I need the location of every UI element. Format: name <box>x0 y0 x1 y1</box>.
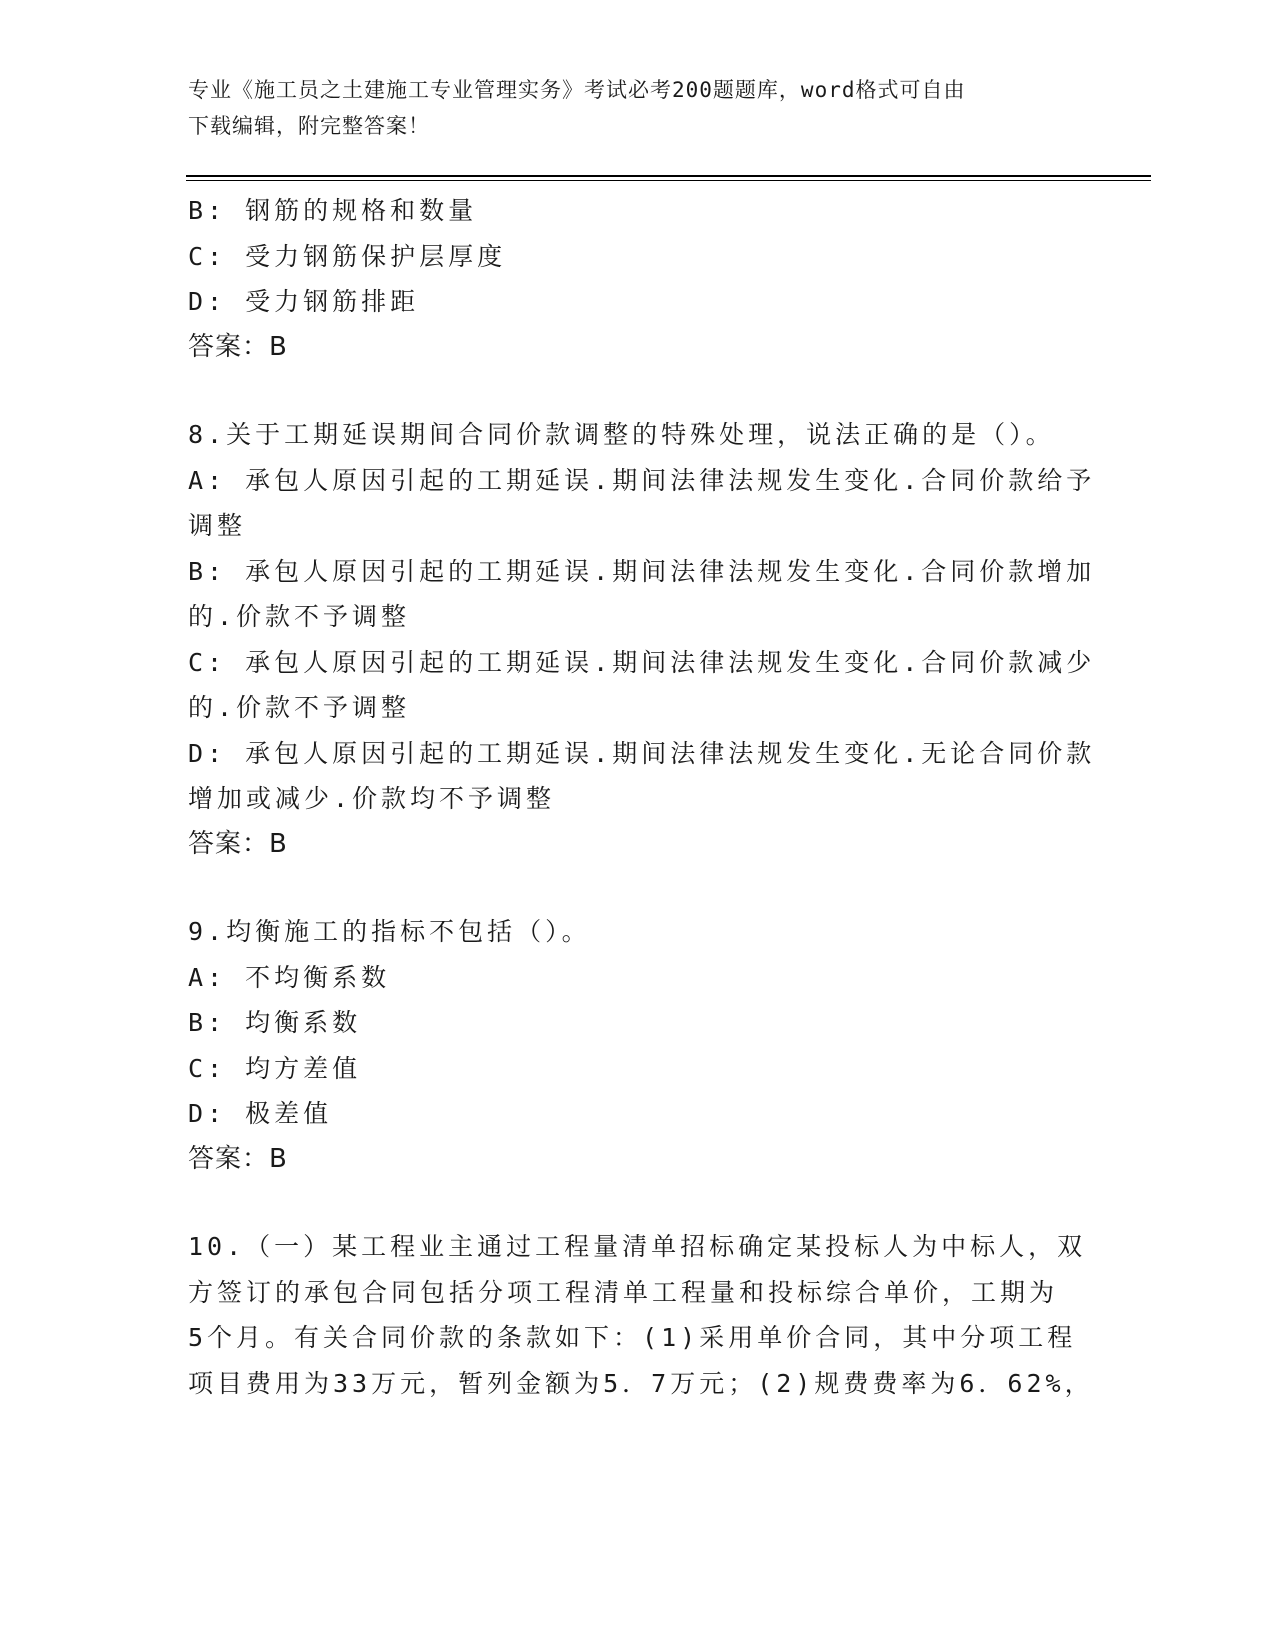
option-d-line-1: D: 承包人原因引起的工期延误.期间法律法规发生变化.无论合同价款 <box>188 738 1096 768</box>
option-d: D: 极差值 <box>188 1099 333 1128</box>
question-10 <box>188 1224 1094 1406</box>
question-7-tail <box>188 188 1088 370</box>
spacer <box>188 1182 1088 1224</box>
option-c: C: 均方差值 <box>188 1053 362 1083</box>
spacer <box>188 867 1088 909</box>
header-divider-thick <box>186 175 1151 177</box>
header-divider-thin <box>186 180 1151 181</box>
question-text-line-2: 方签订的承包合同包括分项工程清单工程量和投标综合单价，工期为 <box>188 1277 1059 1307</box>
question-text-line-1: 10.（一）某工程业主通过工程量清单招标确定某投标人为中标人，双 <box>188 1232 1087 1261</box>
option-c: C: 受力钢筋保护层厚度 <box>188 241 507 271</box>
document-header <box>188 72 1068 144</box>
answer: 答案：B <box>188 828 288 859</box>
header-line-1: 专业《施工员之土建施工专业管理实务》考试必考200题题库，word格式可自由 <box>188 78 966 102</box>
question-text-line-4: 项目费用为33万元，暂列金额为5．7万元；(2)规费费率为6．62%， <box>188 1368 1094 1398</box>
header-line-2: 下载编辑，附完整答案！ <box>188 114 430 138</box>
question-text: 8.关于工期延误期间合同价款调整的特殊处理，说法正确的是（）。 <box>188 420 1055 449</box>
answer: 答案：B <box>188 1143 288 1174</box>
option-a-line-1: A: 承包人原因引起的工期延误.期间法律法规发生变化.合同价款给予 <box>188 465 1096 495</box>
option-d-line-2: 增加或减少.价款均不予调整 <box>188 784 556 813</box>
option-b-line-1: B: 承包人原因引起的工期延误.期间法律法规发生变化.合同价款增加 <box>188 556 1096 586</box>
option-c-line-1: C: 承包人原因引起的工期延误.期间法律法规发生变化.合同价款减少 <box>188 647 1096 677</box>
option-b-line-2: 的.价款不予调整 <box>188 602 411 631</box>
option-b: B: 钢筋的规格和数量 <box>188 196 478 225</box>
question-text: 9.均衡施工的指标不包括（）。 <box>188 917 591 946</box>
question-content <box>188 188 1096 1406</box>
question-text-line-3: 5个月。有关合同价款的条款如下：(1)采用单价合同，其中分项工程 <box>188 1323 1077 1352</box>
option-c-line-2: 的.价款不予调整 <box>188 693 411 722</box>
question-8 <box>188 412 1096 867</box>
answer: 答案：B <box>188 331 288 362</box>
question-9 <box>188 909 1088 1182</box>
option-b: B: 均衡系数 <box>188 1008 362 1037</box>
spacer <box>188 370 1088 412</box>
option-d: D: 受力钢筋排距 <box>188 287 420 316</box>
option-a: A: 不均衡系数 <box>188 962 391 992</box>
option-a-line-2: 调整 <box>188 511 247 540</box>
